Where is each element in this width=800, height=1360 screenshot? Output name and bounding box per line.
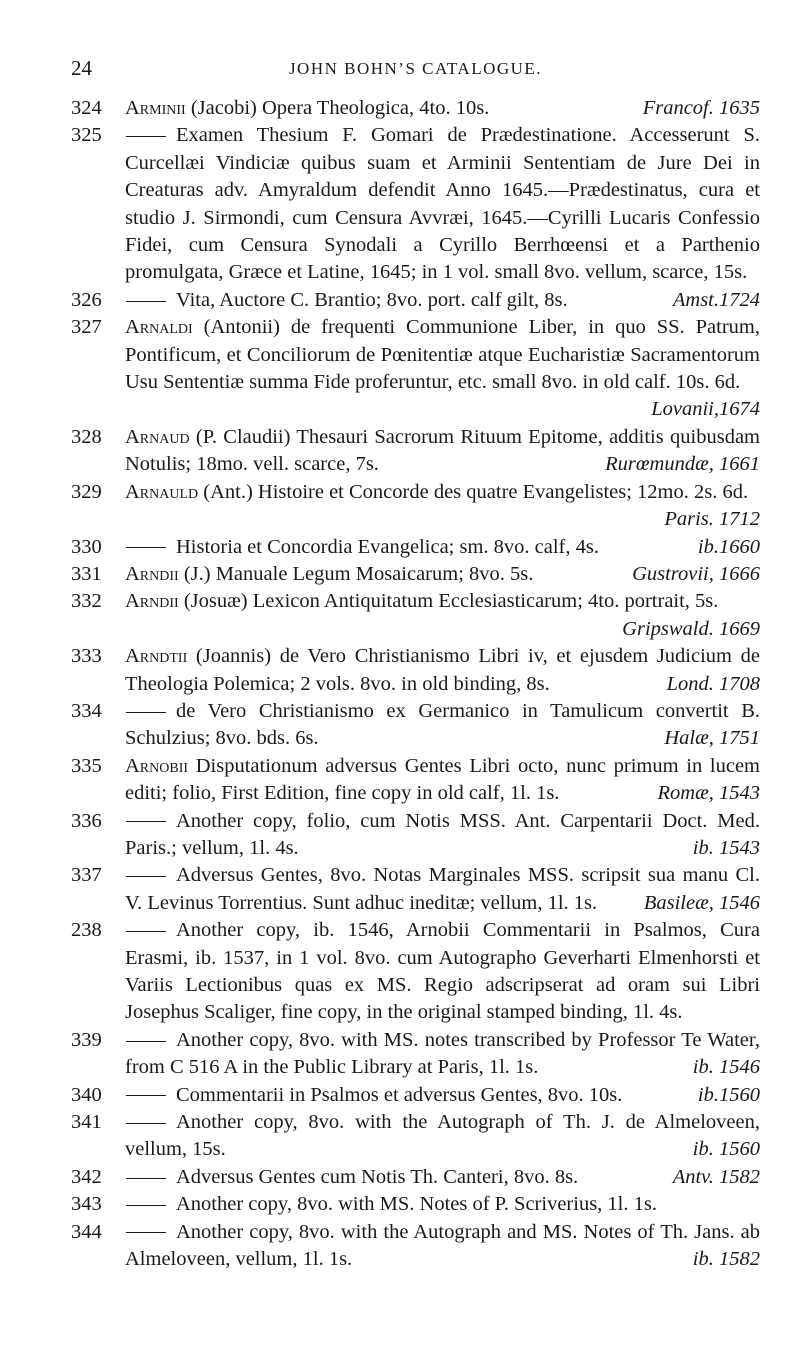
entry-description: Examen Thesium F. Gomari de Prædestinatione. Accesserunt S. Curcellæi Vindiciæ quibus suam et Arminii Sententiam de Jure Dei in Creaturas adv. Amyraldum defendit Anno 1645.—Prædestinatus, cura et studio J. Sirmondi, cum Censura Avvræi, 1645.—Cyrilli Lucaris Confessio Fidei, cum Censura Synodali a Cyrillo Berrhœensi et a Parthenio promulgata, Græce et Latine, 1645; in 1 vol. small 8vo. vellum, scarce, 15s. <box>125 124 760 284</box>
entry-text <box>125 1164 760 1191</box>
entry-number: 330 <box>71 535 102 558</box>
entry-place-date: ib.1660 <box>697 535 760 558</box>
catalogue-entry <box>71 643 760 698</box>
entry-place-date: ib. 1582 <box>692 1248 760 1271</box>
entry-number: 238 <box>71 919 102 942</box>
entry-description: Another copy, 8vo. with MS. notes transcribed by Professor Te Water, from C 516 A in the Public Library at Paris, 1l. 1s. <box>125 1028 760 1079</box>
catalogue-entry <box>71 95 760 122</box>
entry-text <box>125 424 760 479</box>
catalogue-entry <box>71 1109 760 1164</box>
entry-text <box>125 1027 760 1082</box>
catalogue-entry <box>71 122 760 286</box>
entry-description: (Josuæ) Lexicon Antiquitatum Ecclesiasticarum; 4to. portrait, 5s. <box>178 590 719 613</box>
entry-description: Another copy, folio, cum Notis MSS. Ant. Carpentarii Doct. Med. Paris.; vellum, 1l. 4s. <box>125 809 760 859</box>
entry-place-date: Romæ, 1543 <box>657 782 760 805</box>
ditto-dash <box>126 136 166 137</box>
entry-number: 339 <box>71 1028 102 1051</box>
entry-place-date: Amst.1724 <box>672 288 760 311</box>
catalogue-entry <box>71 808 760 863</box>
entry-number: 337 <box>71 864 102 887</box>
catalogue-entry <box>71 1191 760 1218</box>
entry-text <box>125 1191 760 1218</box>
page-number: 24 <box>71 56 92 80</box>
entry-number: 341 <box>71 1111 102 1134</box>
entry-description: Another copy, 8vo. with MS. Notes of P. Scriverius, 1l. 1s. <box>176 1193 657 1216</box>
entry-description: Adversus Gentes cum Notis Th. Canteri, 8vo. 8s. <box>176 1165 579 1188</box>
entry-author: Arndtii <box>125 645 188 668</box>
entry-text <box>125 1219 760 1274</box>
entry-text <box>125 287 760 314</box>
catalogue-entry <box>71 753 760 808</box>
entry-place-date: Francof. 1635 <box>642 97 760 119</box>
entry-author: Arminii <box>125 97 186 119</box>
entry-place-date: ib. 1543 <box>692 836 760 859</box>
ditto-dash <box>126 1095 166 1096</box>
entry-place-date: Rurœmundæ, 1661 <box>605 453 760 476</box>
ditto-dash <box>126 1041 166 1042</box>
catalogue-entry <box>71 561 760 588</box>
entry-text <box>125 753 760 808</box>
entry-author: Arnauld <box>125 480 199 503</box>
entry-number: 344 <box>71 1220 102 1243</box>
entry-description: Disputationum adversus Gentes Libri octo, nunc primum in lucem editi; folio, First Edition, fine copy in old calf, 1l. 1s. <box>125 754 760 805</box>
entry-place-date: Lovanii,1674 <box>651 398 760 421</box>
entry-number: 333 <box>71 645 102 668</box>
ditto-dash <box>126 547 166 548</box>
entry-author: Arndii <box>125 590 179 613</box>
ditto-dash <box>126 1205 166 1206</box>
entry-place-date: Antv. 1582 <box>672 1165 760 1188</box>
page-header <box>71 56 760 80</box>
entry-text <box>125 95 760 122</box>
entry-description: Historia et Concordia Evangelica; sm. 8vo. calf, 4s. <box>176 535 599 558</box>
catalogue-entry <box>71 1164 760 1191</box>
ditto-dash <box>126 1232 166 1233</box>
entry-description: Another copy, 8vo. with the Autograph of Th. J. de Almeloveen, vellum, 15s. <box>125 1111 760 1161</box>
entry-text <box>125 862 760 917</box>
entry-text <box>125 808 760 863</box>
entry-number: 334 <box>71 699 102 722</box>
entry-description: Commentarii in Psalmos et adversus Gentes, 8vo. 10s. <box>176 1083 623 1106</box>
entry-text <box>125 534 760 561</box>
ditto-dash <box>126 301 166 302</box>
catalogue-entry <box>71 287 760 314</box>
entry-text <box>125 122 760 286</box>
entry-description: (Joannis) de Vero Christianismo Libri iv, et ejusdem Judicium de Theologia Polemica; 2 vols. 8vo. in old binding, 8s. <box>125 645 760 695</box>
entry-text <box>125 698 760 753</box>
entry-author: Arnaldi <box>125 316 193 339</box>
ditto-dash <box>126 712 166 713</box>
entry-place-date: Gripswald. 1669 <box>622 617 760 640</box>
entry-number: 335 <box>71 754 102 777</box>
entry-place-date: Basileæ, 1546 <box>643 891 760 914</box>
entry-description: Another copy, 8vo. with the Autograph and MS. Notes of Th. Jans. ab Almeloveen, vellum, 1l. 1s. <box>125 1220 760 1271</box>
entry-text <box>125 561 760 588</box>
entry-text <box>125 917 760 1027</box>
entry-number: 340 <box>71 1083 102 1106</box>
entry-text <box>125 1082 760 1109</box>
entry-text <box>125 588 760 643</box>
catalogue-entry <box>71 1219 760 1274</box>
entry-description: (P. Claudii) Thesauri Sacrorum Rituum Epitome, additis quibusdam Notulis; 18mo. vell. scarce, 7s. <box>125 425 760 476</box>
catalogue-entry <box>71 862 760 917</box>
entry-place-date: ib. 1560 <box>692 1138 760 1161</box>
entry-description: (Ant.) Histoire et Concorde des quatre Evangelistes; 12mo. 2s. 6d. <box>198 480 749 503</box>
catalogue-entry <box>71 314 760 424</box>
entry-place-date: ib. 1546 <box>692 1056 760 1079</box>
entry-description: (Antonii) de frequenti Communione Liber, in quo SS. Patrum, Pontificum, et Conciliorum de Pœnitentiæ atque Eucharistiæ Sacramentorum Usu Sententiæ summa Fide proferuntur, etc. small 8vo. in old calf. 10s. 6d. <box>125 316 760 394</box>
entry-place-date: Gustrovii, 1666 <box>632 562 760 585</box>
catalogue-entry <box>71 479 760 534</box>
ditto-dash <box>126 821 166 822</box>
entry-place-date: Lond. 1708 <box>666 672 760 695</box>
entry-text <box>125 1109 760 1164</box>
entry-number: 342 <box>71 1165 102 1188</box>
entry-number: 336 <box>71 809 102 832</box>
entry-description: (J.) Manuale Legum Mosaicarum; 8vo. 5s. <box>178 562 534 585</box>
entry-number: 324 <box>71 97 102 119</box>
catalogue-entry <box>71 1027 760 1082</box>
ditto-dash <box>126 1178 166 1179</box>
catalogue-entry <box>71 588 760 643</box>
entry-description: Vita, Auctore C. Brantio; 8vo. port. calf gilt, 8s. <box>176 288 568 311</box>
catalogue-entry <box>71 1082 760 1109</box>
entry-description: Another copy, ib. 1546, Arnobii Commentarii in Psalmos, Cura Erasmi, ib. 1537, in 1 vol. 8vo. cum Autographo Geverharti Elmenhorsti et Variis Lectionibus quas ex MS. Regio adscripserat ad oram sui Libri Josephus Scaliger, fine copy, in the original stamped binding, 1l. 4s. <box>125 919 760 1024</box>
entry-text <box>125 314 760 424</box>
entry-number: 328 <box>71 425 102 448</box>
entry-text <box>125 479 760 534</box>
ditto-dash <box>126 1123 166 1124</box>
entry-number: 329 <box>71 480 102 503</box>
entry-number: 325 <box>71 124 102 147</box>
catalogue-entries <box>71 95 760 1273</box>
entry-number: 331 <box>71 562 102 585</box>
entry-author: Arnobii <box>125 754 189 777</box>
catalogue-entry <box>71 917 760 1027</box>
entry-number: 332 <box>71 590 102 613</box>
entry-author: Arndii <box>125 562 179 585</box>
running-title: JOHN BOHN’S CATALOGUE. <box>288 59 543 78</box>
entry-description: de Vero Christianismo ex Germanico in Tamulicum convertit B. Schulzius; 8vo. bds. 6s. <box>125 699 760 750</box>
entry-place-date: Paris. 1712 <box>664 508 760 531</box>
catalogue-entry <box>71 424 760 479</box>
entry-number: 343 <box>71 1193 102 1216</box>
catalogue-entry <box>71 698 760 753</box>
entry-number: 327 <box>71 316 102 339</box>
catalogue-entry <box>71 534 760 561</box>
entry-place-date: ib.1560 <box>697 1083 760 1106</box>
ditto-dash <box>126 931 166 932</box>
entry-place-date: Halæ, 1751 <box>664 727 760 750</box>
ditto-dash <box>126 876 166 877</box>
entry-author: Arnaud <box>125 425 190 448</box>
entry-description: Adversus Gentes, 8vo. Notas Marginales MSS. scripsit sua manu Cl. V. Levinus Torrentius. Sunt adhuc ineditæ; vellum, 1l. 1s. <box>125 864 760 914</box>
entry-description: (Jacobi) Opera Theologica, 4to. 10s. <box>185 97 490 119</box>
entry-text <box>125 643 760 698</box>
entry-number: 326 <box>71 288 102 311</box>
